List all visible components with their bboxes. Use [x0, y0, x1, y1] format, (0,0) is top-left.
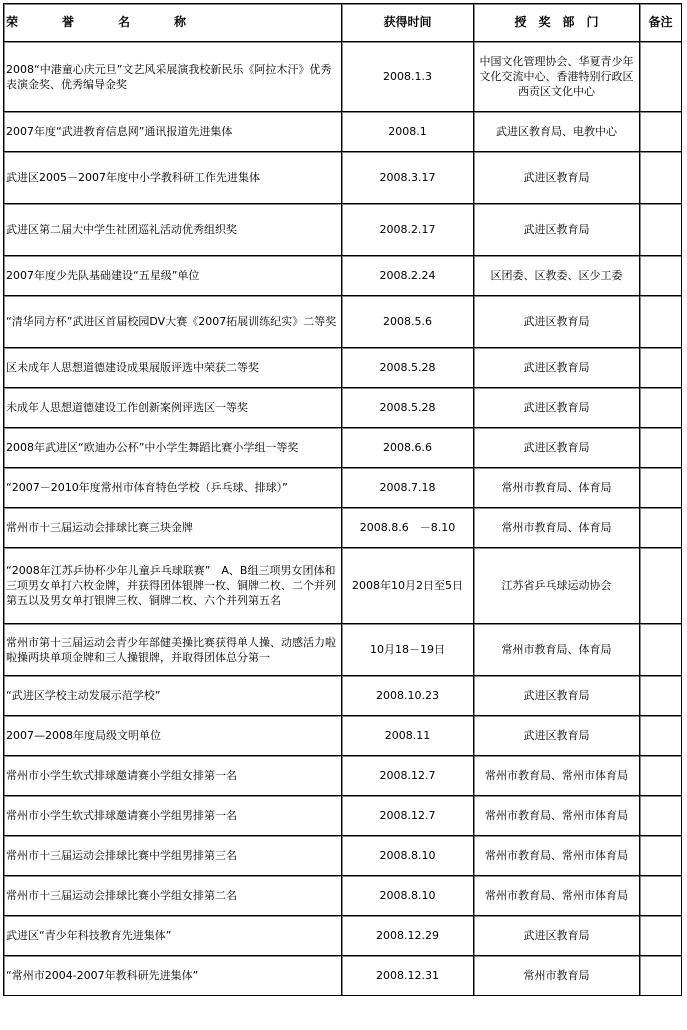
- award-time-cell: 2008.1.3: [342, 42, 474, 112]
- award-department-cell: 武进区教育局、电教中心: [474, 112, 640, 152]
- award-time-cell: 2008.6.6: [342, 428, 474, 468]
- note-cell: [640, 548, 682, 624]
- award-department-cell: 武进区教育局: [474, 296, 640, 348]
- award-time-cell: 2008.2.24: [342, 256, 474, 296]
- note-cell: [640, 916, 682, 956]
- table-row: [4, 796, 682, 836]
- award-time-cell: 2008.3.17: [342, 152, 474, 204]
- award-time-cell: 2008.5.28: [342, 388, 474, 428]
- note-cell: [640, 204, 682, 256]
- honor-name-cell: 常州市小学生软式排球邀请赛小学组女排第一名: [4, 756, 342, 796]
- note-cell: [640, 716, 682, 756]
- note-cell: [640, 296, 682, 348]
- table-row: [4, 676, 682, 716]
- honor-name-cell: 常州市十三届运动会排球比赛中学组男排第三名: [4, 836, 342, 876]
- table-row: [4, 388, 682, 428]
- award-department-cell: 常州市教育局、体育局: [474, 624, 640, 676]
- award-time-cell: 2008年10月2日至5日: [342, 548, 474, 624]
- table-row: [4, 916, 682, 956]
- note-cell: [640, 112, 682, 152]
- honors-table: [3, 3, 682, 996]
- award-department-cell: 常州市教育局、体育局: [474, 468, 640, 508]
- note-cell: [640, 42, 682, 112]
- award-department-cell: 常州市教育局、常州市体育局: [474, 756, 640, 796]
- table-header-row: [4, 4, 682, 42]
- table-row: [4, 836, 682, 876]
- award-time-cell: 2008.12.29: [342, 916, 474, 956]
- honor-name-cell: 常州市十三届运动会排球比赛三块金牌: [4, 508, 342, 548]
- table-row: [4, 296, 682, 348]
- honor-name-cell: “2008年江苏乒协杯少年儿童乒乓球联赛” A、B组三项男女团体和三项男女单打六枚金牌，并获得团体银牌一枚、铜牌二枚、二个并列第五以及男女单打银牌三枚、铜牌二枚、六个并列第五名: [4, 548, 342, 624]
- award-time-cell: 2008.5.28: [342, 348, 474, 388]
- award-time-cell: 2008.2.17: [342, 204, 474, 256]
- header-honor-name: 荣 誉 名 称: [4, 4, 342, 42]
- honor-name-cell: 武进区第二届大中学生社团巡礼活动优秀组织奖: [4, 204, 342, 256]
- note-cell: [640, 428, 682, 468]
- note-cell: [640, 256, 682, 296]
- award-time-cell: 2008.7.18: [342, 468, 474, 508]
- header-award-department: 授 奖 部 门: [474, 4, 640, 42]
- note-cell: [640, 836, 682, 876]
- honor-name-cell: 2007—2008年度局级文明单位: [4, 716, 342, 756]
- table-row: [4, 112, 682, 152]
- note-cell: [640, 468, 682, 508]
- award-department-cell: 武进区教育局: [474, 916, 640, 956]
- honor-name-cell: 武进区2005－2007年度中小学教科研工作先进集体: [4, 152, 342, 204]
- note-cell: [640, 676, 682, 716]
- award-time-cell: 2008.12.7: [342, 796, 474, 836]
- table-row: [4, 508, 682, 548]
- table-row: [4, 876, 682, 916]
- note-cell: [640, 756, 682, 796]
- award-department-cell: 武进区教育局: [474, 204, 640, 256]
- table-row: [4, 624, 682, 676]
- award-department-cell: 武进区教育局: [474, 676, 640, 716]
- award-time-cell: 2008.8.10: [342, 836, 474, 876]
- award-department-cell: 常州市教育局: [474, 956, 640, 996]
- note-cell: [640, 956, 682, 996]
- award-time-cell: 2008.12.7: [342, 756, 474, 796]
- table-row: [4, 956, 682, 996]
- award-time-cell: 2008.5.6: [342, 296, 474, 348]
- award-time-cell: 2008.8.6 －8.10: [342, 508, 474, 548]
- honor-name-cell: 武进区“青少年科技教育先进集体”: [4, 916, 342, 956]
- award-department-cell: 常州市教育局、常州市体育局: [474, 796, 640, 836]
- table-row: [4, 42, 682, 112]
- honor-name-cell: 常州市小学生软式排球邀请赛小学组男排第一名: [4, 796, 342, 836]
- honor-name-cell: “武进区学校主动发展示范学校”: [4, 676, 342, 716]
- table-row: [4, 468, 682, 508]
- note-cell: [640, 348, 682, 388]
- honor-name-cell: 常州市十三届运动会排球比赛小学组女排第二名: [4, 876, 342, 916]
- award-department-cell: 武进区教育局: [474, 152, 640, 204]
- award-time-cell: 2008.10.23: [342, 676, 474, 716]
- honor-name-cell: “常州市2004-2007年教科研先进集体”: [4, 956, 342, 996]
- award-department-cell: 常州市教育局、常州市体育局: [474, 876, 640, 916]
- header-note: 备注: [640, 4, 682, 42]
- honor-name-cell: “清华同方杯”武进区首届校园DV大赛《2007拓展训练纪实》二等奖: [4, 296, 342, 348]
- table-body: [4, 42, 682, 996]
- award-department-cell: 常州市教育局、体育局: [474, 508, 640, 548]
- honor-name-cell: 2007年度“武进教育信息网”通讯报道先进集体: [4, 112, 342, 152]
- award-department-cell: 江苏省乒乓球运动协会: [474, 548, 640, 624]
- honor-name-cell: “2007－2010年度常州市体育特色学校（乒乓球、排球）”: [4, 468, 342, 508]
- note-cell: [640, 508, 682, 548]
- award-time-cell: 2008.11: [342, 716, 474, 756]
- award-department-cell: 常州市教育局、常州市体育局: [474, 836, 640, 876]
- table-row: [4, 204, 682, 256]
- award-time-cell: 2008.8.10: [342, 876, 474, 916]
- award-time-cell: 10月18－19日: [342, 624, 474, 676]
- honor-name-cell: 2008“中港童心庆元旦”文艺风采展演我校新民乐《阿拉木汗》优秀表演金奖、优秀编导金奖: [4, 42, 342, 112]
- award-time-cell: 2008.1: [342, 112, 474, 152]
- note-cell: [640, 388, 682, 428]
- table-row: [4, 756, 682, 796]
- award-time-cell: 2008.12.31: [342, 956, 474, 996]
- note-cell: [640, 152, 682, 204]
- honor-name-cell: 常州市第十三届运动会青少年部健美操比赛获得单人操、动感活力啦啦操两块单项金牌和三人操银牌，并取得团体总分第一: [4, 624, 342, 676]
- honor-name-cell: 区未成年人思想道德建设成果展版评选中荣获二等奖: [4, 348, 342, 388]
- table-row: [4, 256, 682, 296]
- table-row: [4, 428, 682, 468]
- table-row: [4, 716, 682, 756]
- note-cell: [640, 624, 682, 676]
- award-department-cell: 区团委、区教委、区少工委: [474, 256, 640, 296]
- note-cell: [640, 796, 682, 836]
- award-department-cell: 中国文化管理协会、华夏青少年文化交流中心、香港特别行政区西贡区文化中心: [474, 42, 640, 112]
- honor-name-cell: 未成年人思想道德建设工作创新案例评选区一等奖: [4, 388, 342, 428]
- award-department-cell: 武进区教育局: [474, 716, 640, 756]
- award-department-cell: 武进区教育局: [474, 348, 640, 388]
- award-department-cell: 武进区教育局: [474, 388, 640, 428]
- honor-name-cell: 2007年度少先队基础建设“五星级”单位: [4, 256, 342, 296]
- table-row: [4, 548, 682, 624]
- header-award-time: 获得时间: [342, 4, 474, 42]
- award-department-cell: 武进区教育局: [474, 428, 640, 468]
- table-row: [4, 152, 682, 204]
- table-row: [4, 348, 682, 388]
- honor-name-cell: 2008年武进区“欧迪办公杯”中小学生舞蹈比赛小学组一等奖: [4, 428, 342, 468]
- note-cell: [640, 876, 682, 916]
